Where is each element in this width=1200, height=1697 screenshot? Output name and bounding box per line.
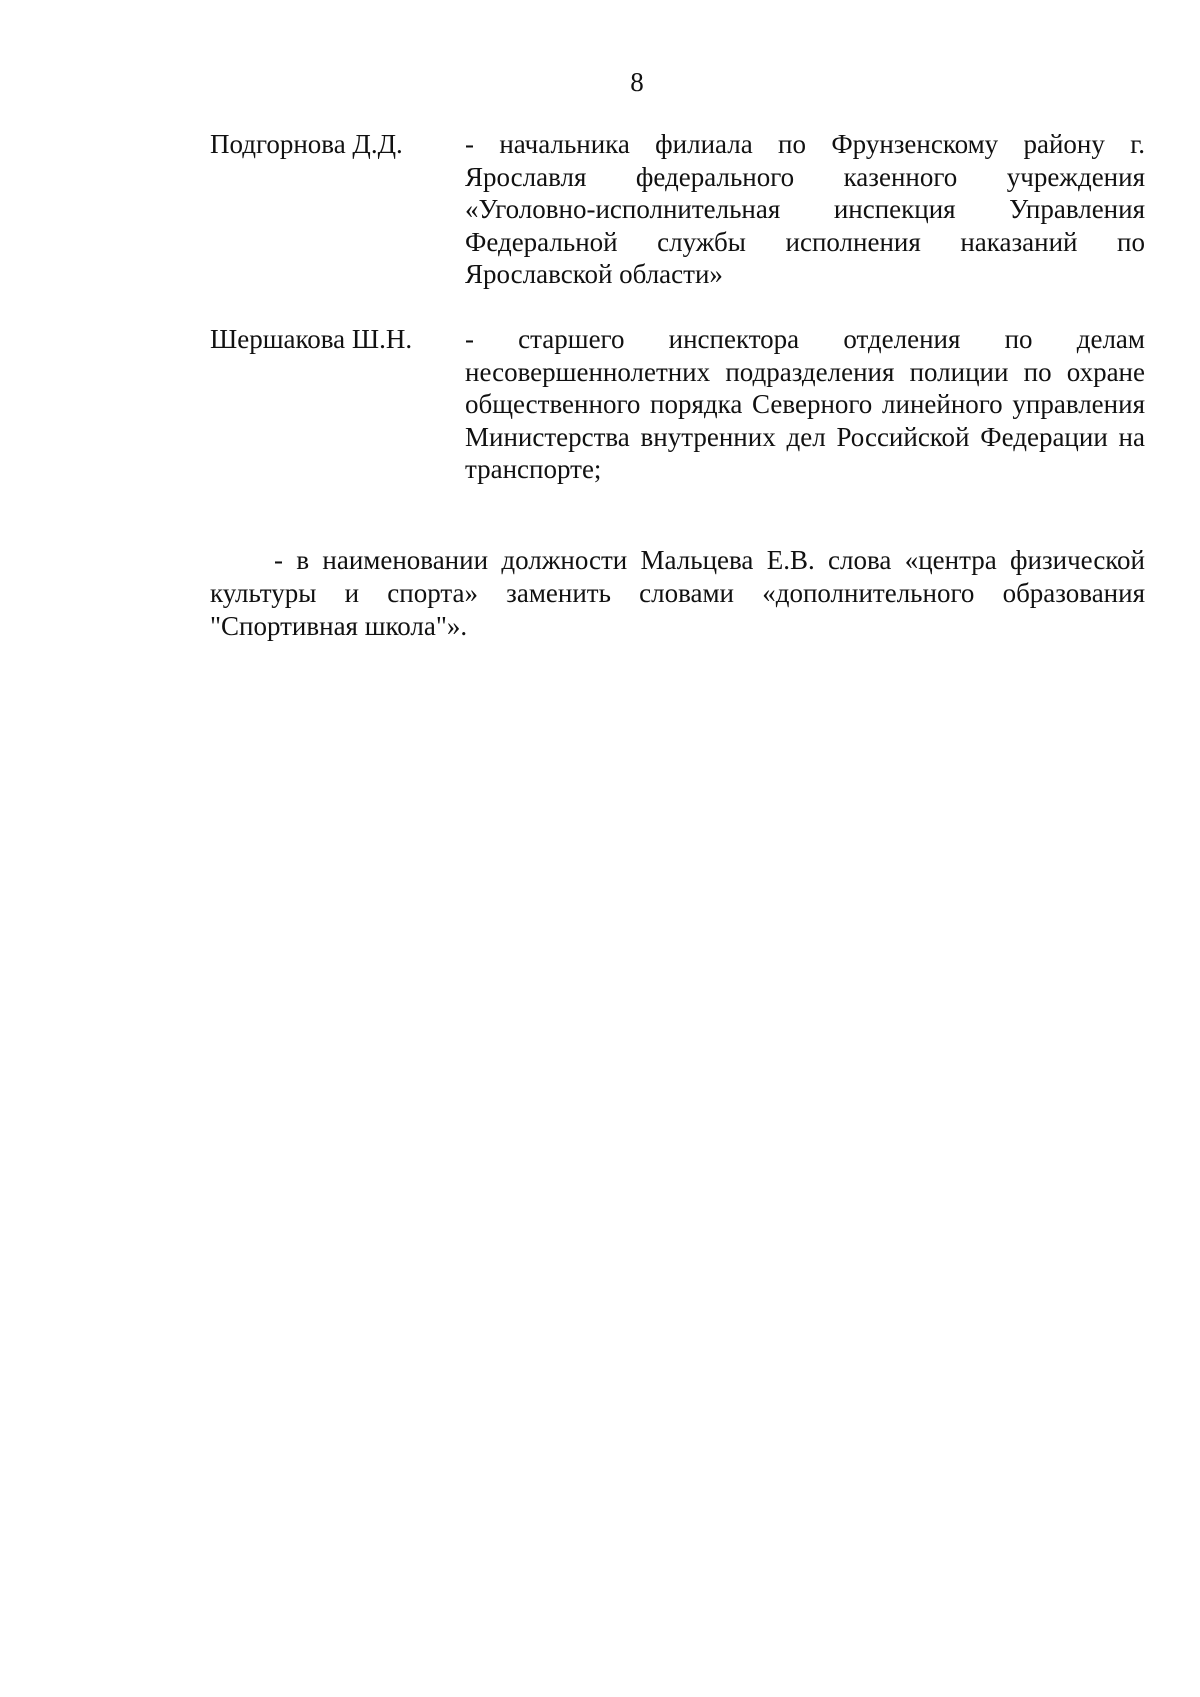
page-number: 8 [630, 67, 644, 97]
position-description: - старшего инспектора отделения по делам несовершеннолетних подразделения полиции по охране общественного порядка Северного линейного управления Министерства внутренних дел Российской Федерации на транспорте; [465, 324, 1145, 484]
position-description: - начальника филиала по Фрунзенскому району г. Ярославля федерального казенного учреждения «Уголовно-исполнительная инспекция Управления Федеральной службы исполнения наказаний по Ярославской области» [465, 129, 1145, 289]
person-name: Шершакова Ш.Н. [210, 324, 413, 354]
person-name: Подгорнова Д.Д. [210, 129, 403, 159]
amendment-paragraph: - в наименовании должности Мальцева Е.В. слова «центра физической культуры и спорта» заменить словами «дополнительного образования "Спортивная школа"». [210, 545, 1145, 641]
